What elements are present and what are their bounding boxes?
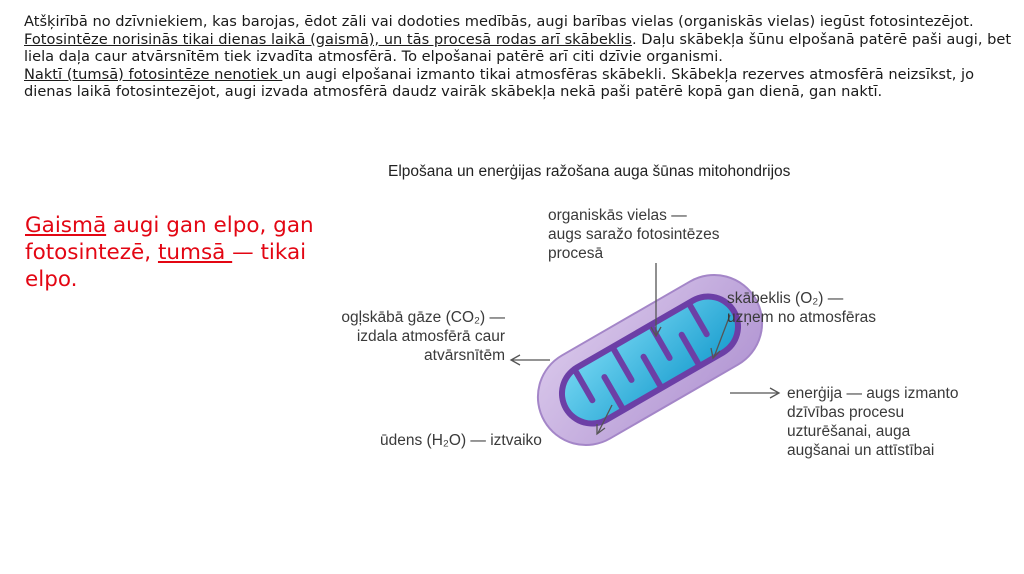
- intro-sentence: un augi elpošanai izmanto tikai atmosfēras skābekli. Skābekļa rezerves atmosfērā neizsīkst, jo dienas laikā fotosintezējot, augi izvada atmosfērā daudz vairāk skābekļa nekā paši patērē kopā gan dienā, gan naktī.: [24, 65, 974, 101]
- diagram-title: Elpošana un enerģijas ražošana auga šūnas mitohondrijos: [388, 163, 791, 180]
- organic-substances-label: [548, 206, 719, 263]
- intro-paragraph-2: [24, 66, 1014, 101]
- energy-label: [787, 384, 958, 460]
- red-note-text: — tikai elpo.: [25, 240, 307, 292]
- label-line: procesā: [548, 245, 604, 262]
- red-note-word-dark: tumsā: [157, 240, 233, 265]
- red-summary-note: [25, 212, 315, 293]
- water-label: ūdens (H₂O) — iztvaiko: [380, 432, 542, 449]
- label-line: augšanai un attīstībai: [787, 442, 935, 459]
- intro-underlined-sentence: Fotosintēze norisinās tikai dienas laikā (gaismā), un tās procesā rodas arī skābeklis: [24, 30, 632, 48]
- red-note-text: augi gan elpo, gan fotosintezē,: [25, 213, 314, 265]
- label-line: ogļskābā gāze (CO₂) —: [341, 309, 505, 326]
- intro-paragraph-1: [24, 13, 1014, 66]
- intro-sentence: Atšķirībā no dzīvniekiem, kas barojas, ēdot zāli vai dodoties medībās, augi barības vielas (organiskās vielas) iegūst fotosintezējot.: [24, 13, 974, 30]
- label-line: enerģija — augs izmanto: [787, 385, 959, 402]
- red-note-word-light: Gaismā: [25, 213, 107, 238]
- oxygen-label: [727, 289, 876, 327]
- label-line: skābeklis (O₂) —: [727, 290, 844, 307]
- label-line: dzīvības procesu: [787, 404, 905, 421]
- mitochondrion-diagram: [300, 155, 1020, 485]
- label-line: uzņem no atmosfēras: [727, 309, 877, 326]
- label-line: atvārsnītēm: [424, 347, 505, 364]
- carbon-dioxide-label: [310, 308, 505, 365]
- label-line: uzturēšanai, auga: [787, 423, 911, 440]
- label-line: organiskās vielas —: [548, 207, 687, 224]
- intro-sentence: . Daļu skābekļa šūnu elpošanā patērē paši augi, bet liela daļa caur atvārsnītēm tiek izvadīta atmosfērā. To elpošanai patērē arī citi dzīvie organismi.: [24, 30, 1012, 66]
- intro-underlined-sentence: Naktī (tumsā) fotosintēze nenotiek: [24, 65, 283, 83]
- intro-text: [24, 13, 1014, 101]
- label-line: izdala atmosfērā caur: [356, 328, 505, 345]
- label-line: augs saražo fotosintēzes: [548, 226, 720, 243]
